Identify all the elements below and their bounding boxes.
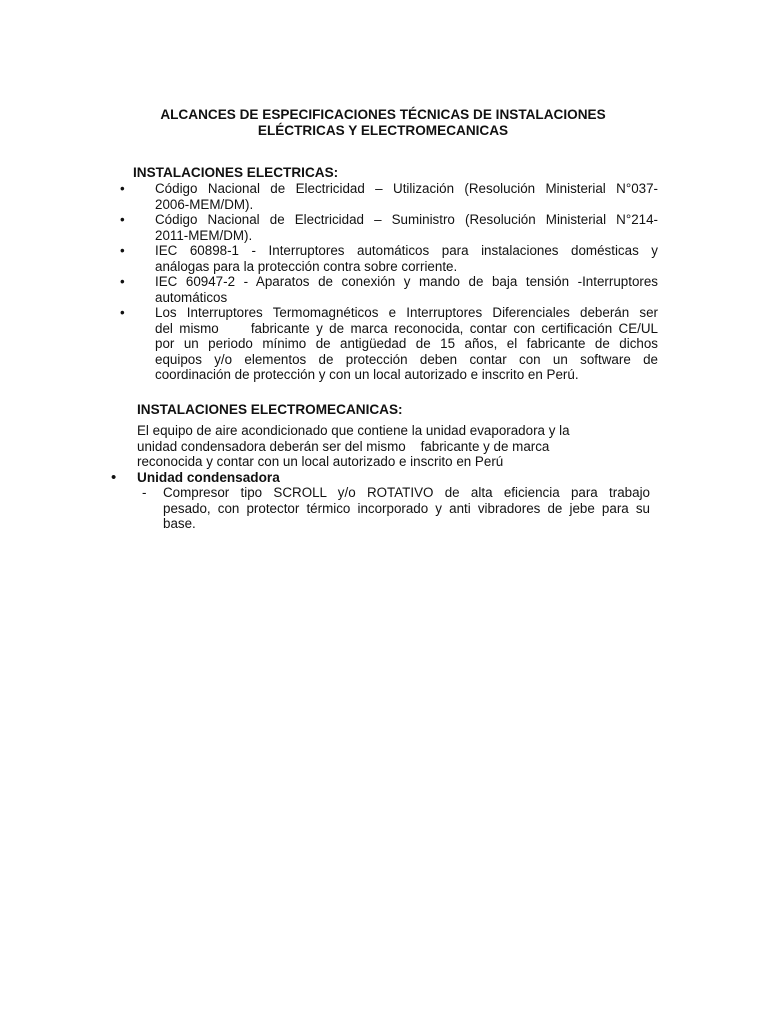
title-line-1: ALCANCES DE ESPECIFICACIONES TÉCNICAS DE INSTALACIONES <box>160 107 606 122</box>
electromecanicas-paragraph <box>137 423 570 470</box>
dash-item-line: pesado, con protector térmico incorporado y anti vibradores de jebe para su <box>163 500 650 516</box>
list-item-line: IEC 60898-1 - Interruptores automáticos para instalaciones domésticas y <box>155 243 658 258</box>
list-item-line: Los Interruptores Termomagnéticos e Interruptores Diferenciales deberán ser <box>155 305 658 320</box>
list-item-line: por un periodo mínimo de antigüedad de 15 años, el fabricante de dichos <box>155 336 658 351</box>
subheading-unidad-condensadora: Unidad condensadora <box>137 470 280 485</box>
section-heading-electricas: INSTALACIONES ELECTRICAS: <box>133 165 339 180</box>
bullet-icon: • <box>120 305 125 320</box>
bullet-icon: • <box>111 469 117 486</box>
list-item <box>120 181 658 212</box>
list-item-line: del mismo fabricante y de marca reconocida, contar con certificación CE/UL <box>155 320 658 336</box>
list-item-line: coordinación de protección y con un local autorizado e inscrito en Perú. <box>155 367 579 382</box>
bullet-icon: • <box>120 212 125 227</box>
paragraph-line: unidad condensadora deberán ser del mismo fabricante y de marca <box>137 438 550 454</box>
paragraph-line: El equipo de aire acondicionado que contiene la unidad evaporadora y la <box>137 423 570 438</box>
list-item-line: automáticos <box>155 289 228 305</box>
document-title <box>100 107 666 138</box>
list-item-line: equipos y/o elementos de protección deben contar con un software de <box>155 351 658 367</box>
list-item <box>120 212 658 243</box>
list-item-line: IEC 60947-2 - Aparatos de conexión y mando de baja tensión -Interruptores <box>155 274 658 289</box>
dash-item-line: base. <box>163 516 196 531</box>
list-item <box>120 243 658 274</box>
paragraph-line: reconocida y contar con un local autorizado e inscrito en Perú <box>137 454 504 469</box>
title-line-2: ELÉCTRICAS Y ELECTROMECANICAS <box>257 122 509 138</box>
list-item-line: Código Nacional de Electricidad – Utilización (Resolución Ministerial N°037- <box>155 181 658 196</box>
dash-item <box>163 485 650 532</box>
electricas-list <box>120 181 658 383</box>
list-item-line: Código Nacional de Electricidad – Suministro (Resolución Ministerial N°214- <box>155 212 658 227</box>
dash-item-line: Compresor tipo SCROLL y/o ROTATIVO de alta eficiencia para trabajo <box>163 485 650 500</box>
dash-icon: - <box>142 485 147 500</box>
list-item <box>120 305 658 383</box>
bullet-icon: • <box>120 243 125 258</box>
bullet-icon: • <box>120 181 125 196</box>
list-item <box>120 274 658 305</box>
list-item-line: análogas para la protección contra sobre corriente. <box>155 258 458 274</box>
list-item-line: 2006-MEM/DM). <box>155 196 254 212</box>
section-heading-electromecanicas: INSTALACIONES ELECTROMECANICAS: <box>137 402 403 417</box>
bullet-icon: • <box>120 274 125 289</box>
list-item-line: 2011-MEM/DM). <box>155 227 253 243</box>
